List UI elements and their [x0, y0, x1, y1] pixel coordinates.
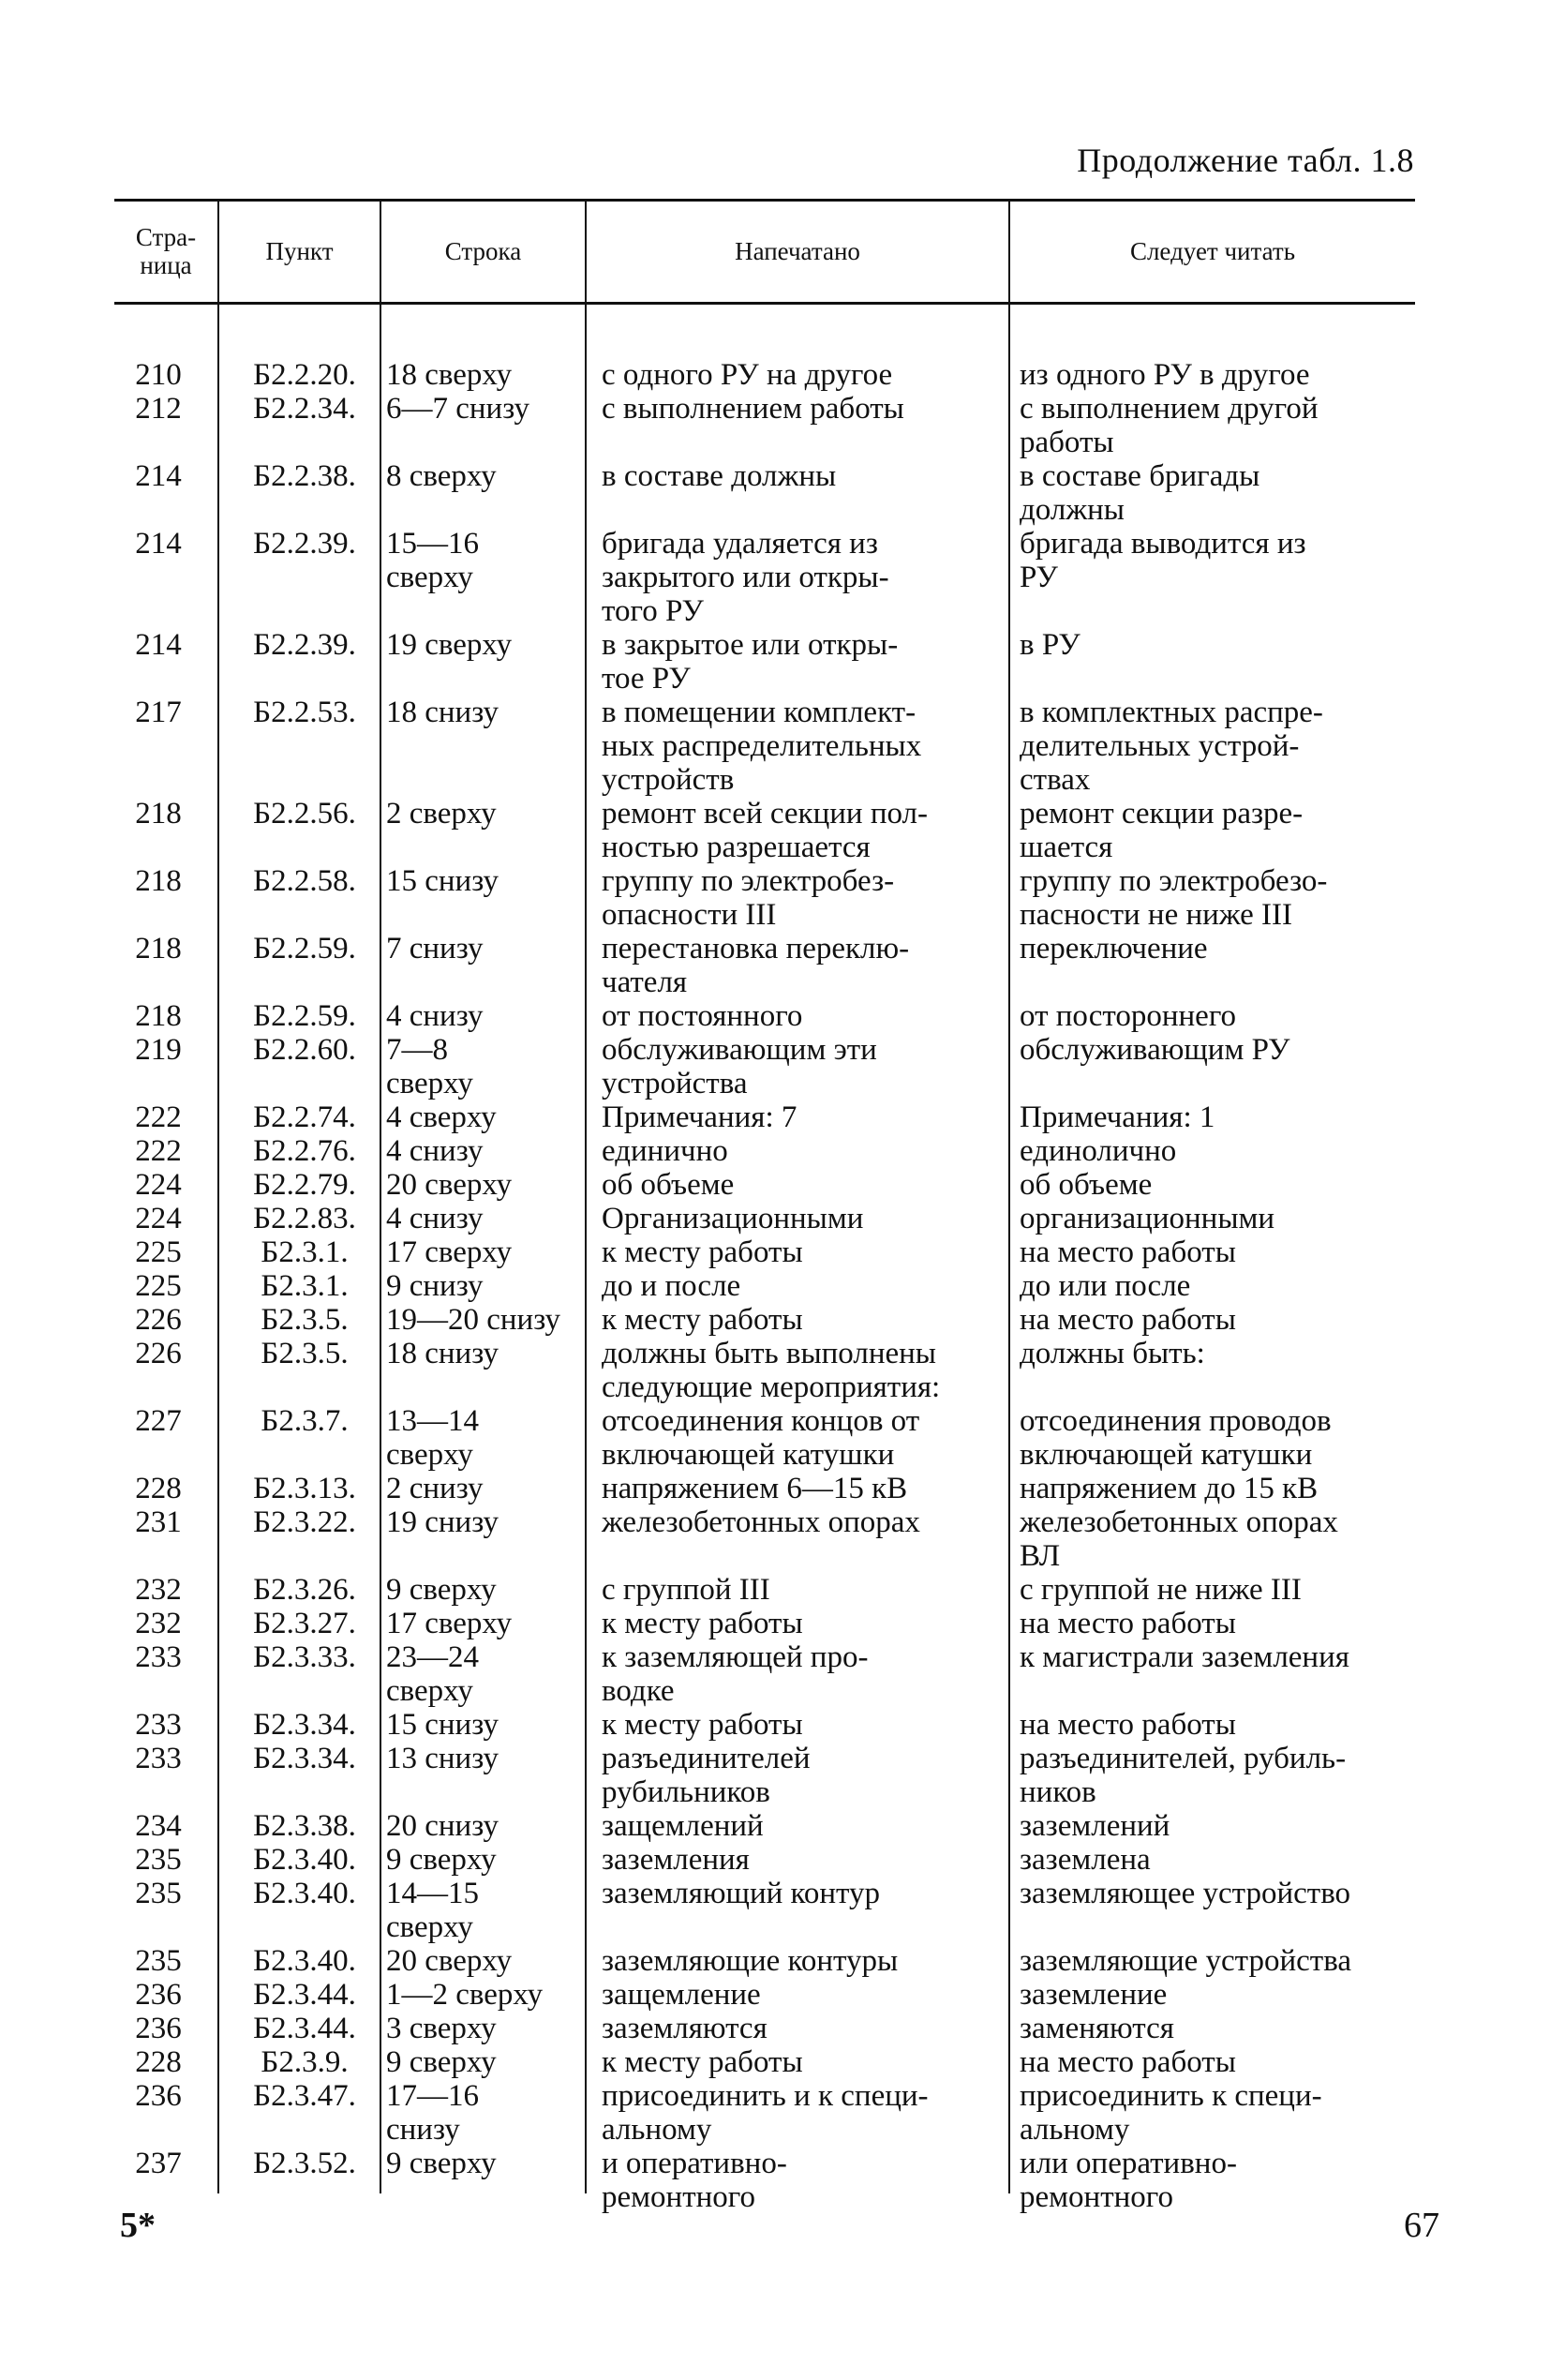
- header-printed: Напечатано: [735, 237, 860, 265]
- cell-item: Б2.3.52.: [253, 2147, 356, 2180]
- cell-printed: от постоянного: [602, 999, 803, 1033]
- header-bottom-rule: [114, 302, 1415, 305]
- cell-item: Б2.3.38.: [253, 1809, 356, 1843]
- cell-line: 18 снизу: [386, 1337, 499, 1370]
- cell-printed: разъединителей рубильников: [602, 1742, 811, 1809]
- cell-correct: или оперативно- ремонтного: [1020, 2147, 1237, 2214]
- cell-item: Б2.3.13.: [253, 1472, 356, 1505]
- cell-line: 17 сверху: [386, 1607, 513, 1640]
- header-correct: Следует читать: [1129, 237, 1296, 265]
- cell-line: 9 сверху: [386, 2045, 497, 2079]
- cell-correct: Примечания: 1: [1020, 1100, 1215, 1134]
- cell-printed: должны быть выполнены следующие мероприятия:: [602, 1337, 941, 1404]
- cell-printed: с группой III: [602, 1573, 770, 1607]
- cell-printed: обслуживающим эти устройства: [602, 1033, 877, 1100]
- cell-printed: в составе должны: [602, 459, 837, 493]
- cell-page: 235: [135, 1843, 182, 1877]
- cell-correct: в комплектных распре- делительных устрой- ствах: [1020, 696, 1323, 797]
- cell-printed: напряжением 6—15 кВ: [602, 1472, 908, 1505]
- cell-correct: заземляющие устройства: [1020, 1944, 1352, 1978]
- column-divider-1: [217, 202, 219, 2193]
- cell-correct: заземляющее устройство: [1020, 1877, 1351, 1910]
- cell-item: Б2.3.1.: [261, 1269, 349, 1303]
- cell-line: 13—14 сверху: [386, 1404, 479, 1472]
- cell-printed: Организационными: [602, 1202, 864, 1235]
- header-item: Пункт: [265, 237, 334, 265]
- cell-page: 226: [135, 1303, 182, 1337]
- cell-line: 18 снизу: [386, 696, 499, 729]
- cell-page: 236: [135, 2012, 182, 2045]
- cell-correct: об объеме: [1020, 1168, 1153, 1202]
- cell-line: 2 снизу: [386, 1472, 484, 1505]
- cell-correct: на место работы: [1020, 1303, 1236, 1337]
- cell-page: 210: [135, 358, 182, 392]
- cell-page: 232: [135, 1573, 182, 1607]
- cell-page: 222: [135, 1134, 182, 1168]
- cell-item: Б2.3.22.: [253, 1505, 356, 1539]
- cell-correct: напряжением до 15 кВ: [1020, 1472, 1319, 1505]
- cell-printed: к месту работы: [602, 2045, 803, 2079]
- cell-line: 2 сверху: [386, 797, 497, 831]
- cell-line: 17 сверху: [386, 1235, 513, 1269]
- cell-printed: группу по электробез- опасности III: [602, 864, 895, 932]
- cell-printed: к месту работы: [602, 1303, 803, 1337]
- cell-printed: Примечания: 7: [602, 1100, 797, 1134]
- cell-line: 15 снизу: [386, 1708, 499, 1742]
- cell-printed: к месту работы: [602, 1235, 803, 1269]
- cell-item: Б2.2.39.: [253, 628, 356, 662]
- cell-printed: перестановка переклю- чателя: [602, 932, 910, 999]
- cell-line: 19—20 снизу: [386, 1303, 561, 1337]
- cell-item: Б2.3.7.: [261, 1404, 349, 1438]
- cell-printed: защемление: [602, 1978, 761, 2012]
- cell-page: 225: [135, 1269, 182, 1303]
- table-caption: Продолжение табл. 1.8: [1077, 142, 1414, 179]
- cell-printed: защемлений: [602, 1809, 764, 1843]
- signature-mark: 5*: [120, 2206, 156, 2245]
- cell-correct: обслуживающим РУ: [1020, 1033, 1290, 1067]
- cell-page: 226: [135, 1337, 182, 1370]
- cell-correct: заземлений: [1020, 1809, 1170, 1843]
- cell-item: Б2.2.59.: [253, 999, 356, 1033]
- cell-page: 218: [135, 797, 182, 831]
- cell-page: 233: [135, 1742, 182, 1775]
- cell-item: Б2.3.34.: [253, 1742, 356, 1775]
- cell-line: 4 снизу: [386, 999, 484, 1033]
- cell-page: 218: [135, 999, 182, 1033]
- cell-printed: заземляющий контур: [602, 1877, 881, 1910]
- cell-line: 7 снизу: [386, 932, 484, 965]
- cell-printed: единично: [602, 1134, 728, 1168]
- cell-line: 6—7 снизу: [386, 392, 530, 426]
- cell-line: 9 сверху: [386, 2147, 497, 2180]
- cell-item: Б2.3.9.: [261, 2045, 349, 2079]
- cell-line: 4 снизу: [386, 1202, 484, 1235]
- cell-line: 19 сверху: [386, 628, 513, 662]
- cell-printed: бригада удаляется из закрытого или откры- того РУ: [602, 527, 889, 628]
- cell-line: 17—16 снизу: [386, 2079, 479, 2147]
- cell-page: 234: [135, 1809, 182, 1843]
- cell-correct: с группой не ниже III: [1020, 1573, 1302, 1607]
- cell-page: 235: [135, 1877, 182, 1910]
- cell-page: 233: [135, 1708, 182, 1742]
- cell-line: 13 снизу: [386, 1742, 499, 1775]
- cell-item: Б2.3.44.: [253, 2012, 356, 2045]
- cell-printed: с одного РУ на другое: [602, 358, 893, 392]
- cell-line: 1—2 сверху: [386, 1978, 544, 2012]
- cell-printed: с выполнением работы: [602, 392, 904, 426]
- cell-correct: в РУ: [1020, 628, 1081, 662]
- cell-page: 218: [135, 864, 182, 898]
- cell-line: 9 сверху: [386, 1843, 497, 1877]
- cell-correct: из одного РУ в другое: [1020, 358, 1310, 392]
- table-top-rule: [114, 199, 1415, 202]
- cell-page: 237: [135, 2147, 182, 2180]
- cell-page: 212: [135, 392, 182, 426]
- cell-line: 7—8 сверху: [386, 1033, 473, 1100]
- cell-line: 15—16 сверху: [386, 527, 479, 594]
- cell-page: 214: [135, 527, 182, 561]
- cell-item: Б2.2.53.: [253, 696, 356, 729]
- cell-page: 222: [135, 1100, 182, 1134]
- cell-correct: в составе бригады должны: [1020, 459, 1260, 527]
- cell-correct: на место работы: [1020, 2045, 1236, 2079]
- cell-printed: отсоединения концов от включающей катушки: [602, 1404, 920, 1472]
- cell-item: Б2.2.59.: [253, 932, 356, 965]
- cell-page: 217: [135, 696, 182, 729]
- cell-item: Б2.3.26.: [253, 1573, 356, 1607]
- cell-item: Б2.2.20.: [253, 358, 356, 392]
- cell-item: Б2.3.34.: [253, 1708, 356, 1742]
- cell-item: Б2.3.33.: [253, 1640, 356, 1674]
- cell-line: 4 снизу: [386, 1134, 484, 1168]
- cell-item: Б2.2.60.: [253, 1033, 356, 1067]
- cell-item: Б2.3.44.: [253, 1978, 356, 2012]
- cell-item: Б2.2.76.: [253, 1134, 356, 1168]
- cell-item: Б2.2.56.: [253, 797, 356, 831]
- cell-page: 228: [135, 2045, 182, 2079]
- cell-printed: и оперативно- ремонтного: [602, 2147, 787, 2214]
- cell-correct: единолично: [1020, 1134, 1177, 1168]
- cell-line: 8 сверху: [386, 459, 497, 493]
- cell-item: Б2.2.38.: [253, 459, 356, 493]
- cell-correct: присоединить к специ- альному: [1020, 2079, 1322, 2147]
- cell-item: Б2.3.40.: [253, 1944, 356, 1978]
- cell-correct: на место работы: [1020, 1235, 1236, 1269]
- cell-item: Б2.2.34.: [253, 392, 356, 426]
- cell-correct: должны быть:: [1020, 1337, 1205, 1370]
- cell-item: Б2.2.39.: [253, 527, 356, 561]
- cell-page: 214: [135, 459, 182, 493]
- cell-printed: заземляющие контуры: [602, 1944, 899, 1978]
- cell-printed: до и после: [602, 1269, 741, 1303]
- cell-line: 14—15 сверху: [386, 1877, 479, 1944]
- cell-page: 236: [135, 1978, 182, 2012]
- column-divider-4: [1008, 202, 1010, 2193]
- cell-line: 3 сверху: [386, 2012, 497, 2045]
- cell-correct: от постороннего: [1020, 999, 1237, 1033]
- cell-printed: заземления: [602, 1843, 750, 1877]
- cell-item: Б2.3.5.: [261, 1337, 349, 1370]
- cell-page: 233: [135, 1640, 182, 1674]
- cell-item: Б2.2.58.: [253, 864, 356, 898]
- cell-correct: с выполнением другой работы: [1020, 392, 1319, 459]
- cell-page: 231: [135, 1505, 182, 1539]
- cell-line: 20 сверху: [386, 1944, 513, 1978]
- cell-page: 224: [135, 1202, 182, 1235]
- cell-item: Б2.3.47.: [253, 2079, 356, 2113]
- cell-printed: к месту работы: [602, 1607, 803, 1640]
- cell-printed: к заземляющей про- водке: [602, 1640, 869, 1708]
- cell-item: Б2.3.27.: [253, 1607, 356, 1640]
- cell-line: 18 сверху: [386, 358, 513, 392]
- cell-printed: присоединить и к специ- альному: [602, 2079, 929, 2147]
- page-number: 67: [1404, 2206, 1439, 2245]
- cell-correct: ремонт секции разре- шается: [1020, 797, 1304, 864]
- cell-correct: на место работы: [1020, 1607, 1236, 1640]
- cell-item: Б2.3.5.: [261, 1303, 349, 1337]
- cell-page: 225: [135, 1235, 182, 1269]
- cell-page: 228: [135, 1472, 182, 1505]
- cell-line: 9 сверху: [386, 1573, 497, 1607]
- cell-printed: в помещении комплект- ных распределительных устройств: [602, 696, 922, 797]
- cell-printed: железобетонных опорах: [602, 1505, 920, 1539]
- cell-printed: заземляются: [602, 2012, 768, 2045]
- cell-item: Б2.2.83.: [253, 1202, 356, 1235]
- cell-line: 15 снизу: [386, 864, 499, 898]
- cell-page: 214: [135, 628, 182, 662]
- cell-correct: бригада выводится из РУ: [1020, 527, 1306, 594]
- cell-correct: железобетонных опорах ВЛ: [1020, 1505, 1338, 1573]
- cell-correct: на место работы: [1020, 1708, 1236, 1742]
- cell-line: 4 сверху: [386, 1100, 497, 1134]
- cell-printed: в закрытое или откры- тое РУ: [602, 628, 899, 696]
- cell-correct: заменяются: [1020, 2012, 1174, 2045]
- cell-page: 236: [135, 2079, 182, 2113]
- cell-page: 227: [135, 1404, 182, 1438]
- cell-page: 235: [135, 1944, 182, 1978]
- cell-correct: заземление: [1020, 1978, 1168, 2012]
- cell-line: 9 снизу: [386, 1269, 484, 1303]
- cell-page: 218: [135, 932, 182, 965]
- cell-page: 224: [135, 1168, 182, 1202]
- cell-item: Б2.2.74.: [253, 1100, 356, 1134]
- cell-printed: об объеме: [602, 1168, 735, 1202]
- cell-line: 19 снизу: [386, 1505, 499, 1539]
- cell-item: Б2.3.40.: [253, 1843, 356, 1877]
- cell-correct: группу по электробезо- пасности не ниже III: [1020, 864, 1328, 932]
- cell-line: 20 снизу: [386, 1809, 499, 1843]
- cell-correct: к магистрали заземления: [1020, 1640, 1349, 1674]
- cell-page: 219: [135, 1033, 182, 1067]
- cell-correct: разъединителей, рубиль- ников: [1020, 1742, 1347, 1809]
- cell-correct: до или после: [1020, 1269, 1191, 1303]
- header-line: Строка: [444, 237, 522, 265]
- header-page: Стра- ница: [135, 223, 197, 279]
- cell-printed: к месту работы: [602, 1708, 803, 1742]
- cell-printed: ремонт всей секции пол- ностью разрешается: [602, 797, 928, 864]
- cell-correct: организационными: [1020, 1202, 1275, 1235]
- cell-item: Б2.2.79.: [253, 1168, 356, 1202]
- cell-line: 23—24 сверху: [386, 1640, 479, 1708]
- cell-item: Б2.3.40.: [253, 1877, 356, 1910]
- cell-line: 20 сверху: [386, 1168, 513, 1202]
- cell-item: Б2.3.1.: [261, 1235, 349, 1269]
- cell-correct: заземлена: [1020, 1843, 1151, 1877]
- cell-correct: отсоединения проводов включающей катушки: [1020, 1404, 1332, 1472]
- cell-correct: переключение: [1020, 932, 1208, 965]
- cell-page: 232: [135, 1607, 182, 1640]
